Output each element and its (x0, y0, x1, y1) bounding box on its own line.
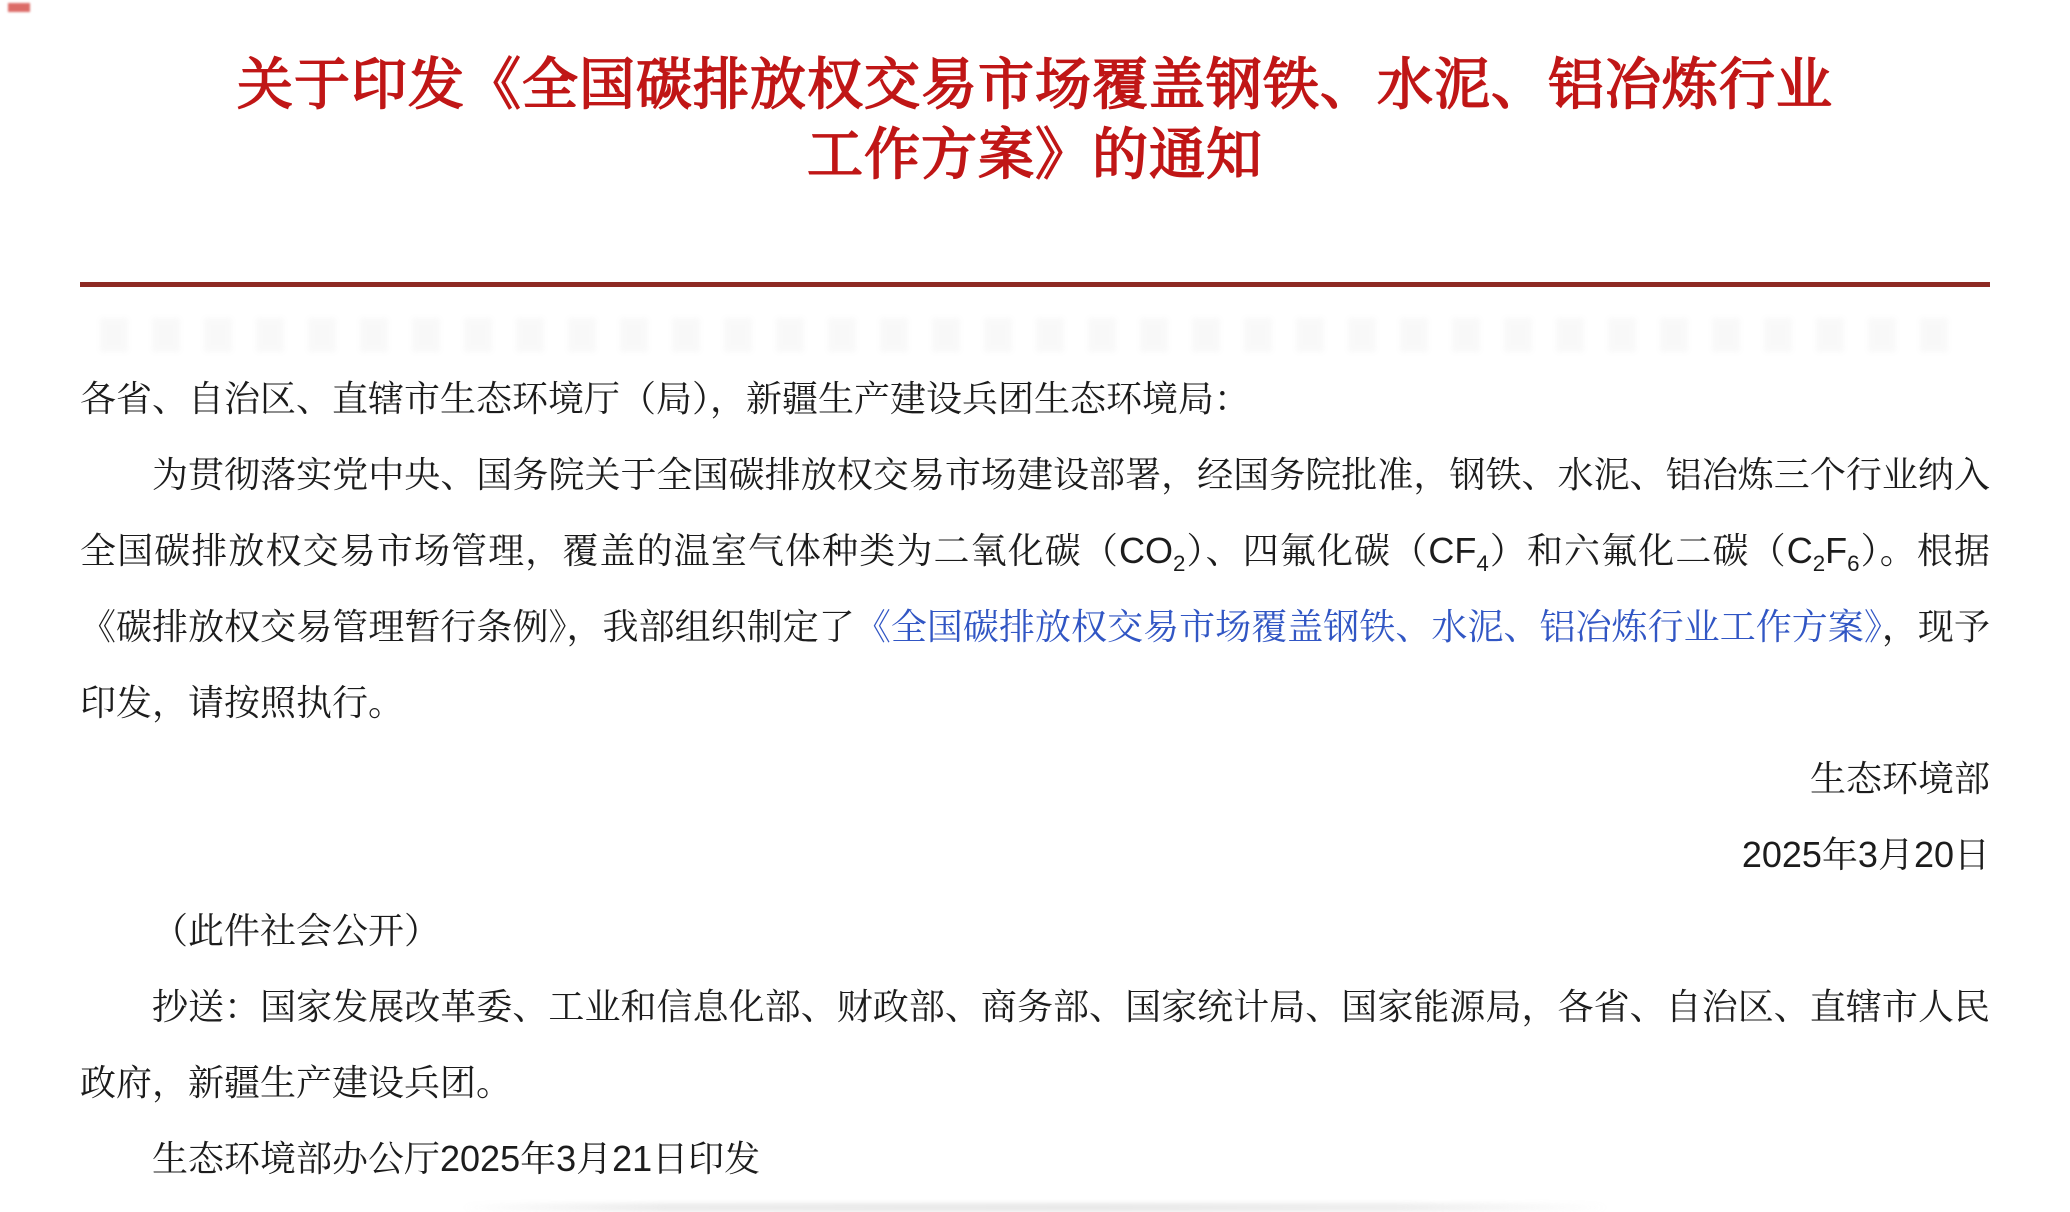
signature-org: 生态环境部 (1809, 758, 1990, 799)
document-body (80, 361, 1990, 1197)
signature-date: 2025年3月20日 (1741, 834, 1990, 875)
issue-line: 生态环境部办公厅2025年3月21日印发 (152, 1138, 761, 1179)
document-title (80, 50, 1990, 190)
paragraph-text: ）和六氟化二碳（C (1488, 530, 1813, 571)
public-disclosure-note: （此件社会公开） (152, 910, 441, 951)
work-plan-link[interactable]: 《全国碳排放权交易市场覆盖钢铁、水泥、铝冶炼行业工作方案》 (854, 606, 1882, 647)
chemical-subscript: 4 (1476, 551, 1489, 577)
bottom-scan-smudge (460, 1203, 1610, 1212)
chemical-subscript: 2 (1173, 551, 1186, 577)
chemical-subscript: 6 (1847, 551, 1860, 577)
notice-paragraph (80, 437, 1990, 741)
scan-bleed-artifact (100, 318, 1970, 352)
chemical-subscript: 2 (1812, 551, 1826, 577)
cc-paragraph: 抄送：国家发展改革委、工业和信息化部、财政部、商务部、国家统计局、国家能源局，各省、自治区、直辖市人民政府，新疆生产建设兵团。 (80, 986, 1990, 1103)
document-title-line-2: 工作方案》的通知 (807, 123, 1263, 186)
corner-red-mark (8, 3, 30, 12)
paragraph-text: F (1825, 530, 1848, 571)
paragraph-text: ，现予印发，请按照执行。 (80, 606, 1990, 723)
document-title-line-1: 关于印发《全国碳排放权交易市场覆盖钢铁、水泥、铝冶炼行业 (237, 53, 1833, 116)
title-divider-rule (80, 282, 1990, 287)
paragraph-text: ）、四氟化碳（CF (1185, 530, 1477, 571)
paragraph-text: 为贯彻落实党中央、国务院关于全国碳排放权交易市场建设部署，经国务院批准，钢铁、水泥、铝冶炼三个行业纳入全国碳排放权交易市场管理，覆盖的温室气体种类为二氧化碳（CO (80, 454, 1990, 571)
salutation-line: 各省、自治区、直辖市生态环境厅（局），新疆生产建设兵团生态环境局： (80, 378, 1251, 419)
paragraph-text: ）。根据《碳排放权交易管理暂行条例》，我部组织制定了 (80, 530, 1990, 647)
